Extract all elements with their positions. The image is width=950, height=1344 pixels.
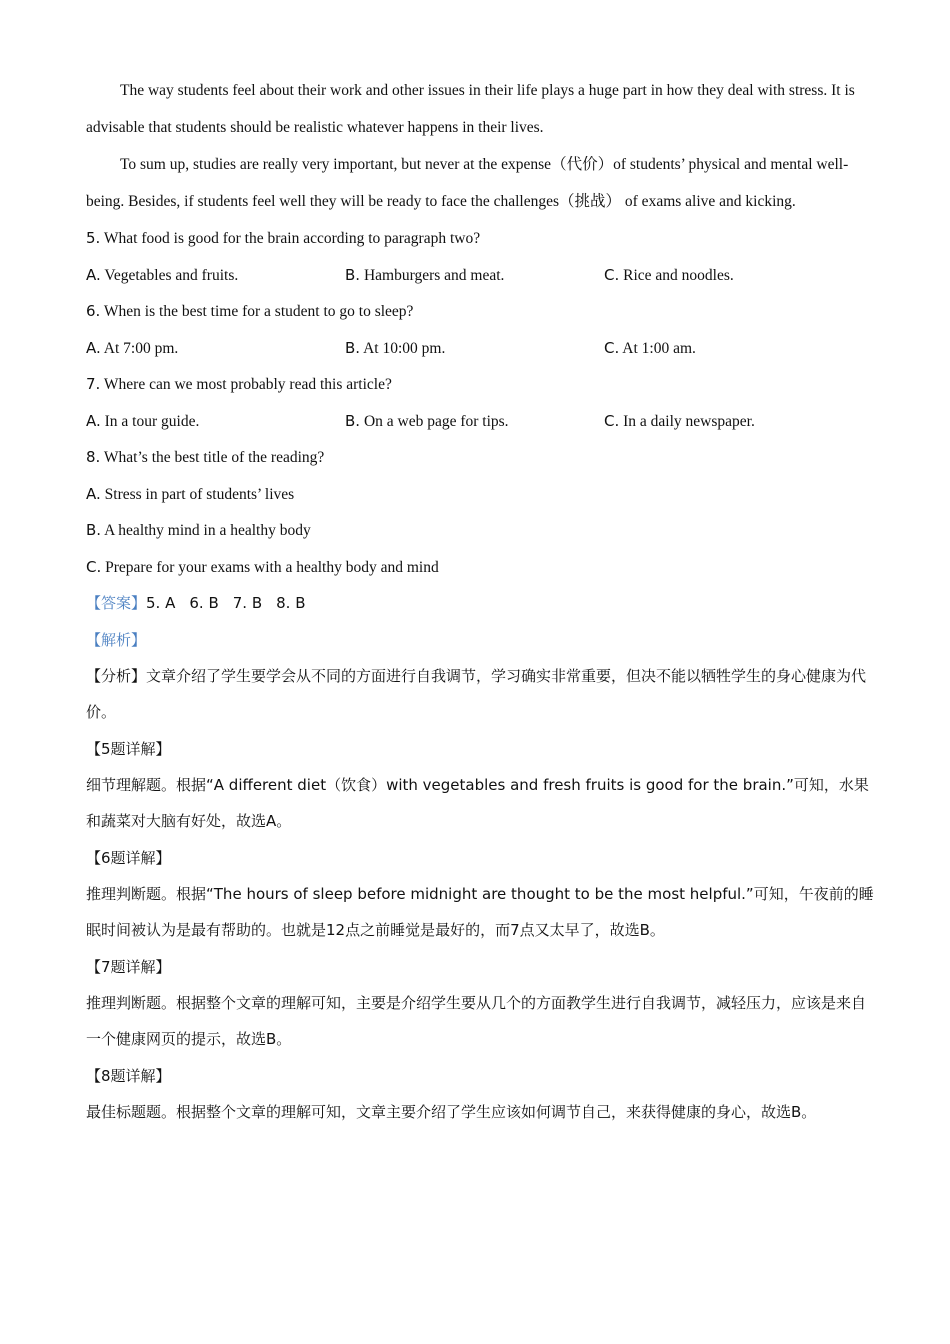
question-stem xyxy=(86,220,876,257)
option-b: B. A healthy mind in a healthy body xyxy=(86,521,311,539)
answer-item: 7. B xyxy=(232,594,263,612)
option-a: A. Vegetables and fruits. xyxy=(86,265,239,284)
question-7 xyxy=(86,366,876,439)
detail-body: 推理判断题。根据整个文章的理解可知，主要是介绍学生要从几个的方面教学生进行自我调节，减轻压力，应该是来自一个健康网页的提示，故选B。 xyxy=(86,993,867,1048)
option-row xyxy=(86,330,876,367)
option-c: C. In a daily newspaper. xyxy=(604,411,755,430)
answer-line xyxy=(86,585,876,622)
analysis-summary: 【分析】文章介绍了学生要学会从不同的方面进行自我调节，学习确实非常重要，但决不能以牺牲学生的身心健康为代价。 xyxy=(86,666,867,721)
question-5 xyxy=(86,220,876,293)
answer-item: 6. B xyxy=(189,594,219,612)
option-a: A. In a tour guide. xyxy=(86,411,200,430)
option-row xyxy=(86,257,876,294)
detail-body: 细节理解题。根据“A different diet（饮食）with vegetables and fresh fruits is good for the brain.”可知，水果和蔬菜对大脑有好处，故选A。 xyxy=(86,775,869,830)
document-page xyxy=(86,72,876,1130)
detail-heading: 【6题详解】 xyxy=(86,848,171,867)
passage-paragraph-2: To sum up, studies are really very important, but never at the expense（代价）of students’ physical and mental well-being. Besides, if students feel well they will be ready to face the challenges（挑战） of exams alive and kicking. xyxy=(86,156,849,210)
detail-heading: 【5题详解】 xyxy=(86,739,171,758)
passage-paragraph-1: The way students feel about their work and other issues in their life plays a huge part in how they deal with stress. It is advisable that students should be realistic whatever happens in their lives. xyxy=(86,82,855,136)
detail-heading: 【8题详解】 xyxy=(86,1066,171,1085)
question-text: When is the best time for a student to go to sleep? xyxy=(103,303,414,320)
detail-body: 推理判断题。根据“The hours of sleep before midnight are thought to be the most helpful.”可知，午夜前的睡眠时间被认为是最有帮助的。也就是12点之前睡觉是最好的，而7点又太早了，故选B。 xyxy=(86,884,874,939)
option-a: A. At 7:00 pm. xyxy=(86,338,179,357)
question-8 xyxy=(86,439,876,585)
question-number: 5. xyxy=(86,229,101,247)
question-number: 7. xyxy=(86,375,101,393)
option-a: A. Stress in part of students’ lives xyxy=(86,484,295,503)
option-b: B. On a web page for tips. xyxy=(345,411,509,430)
option-row xyxy=(86,403,876,440)
question-stem xyxy=(86,293,876,330)
question-stem xyxy=(86,439,876,476)
option-c: C. Rice and noodles. xyxy=(604,265,734,284)
option-b: B. Hamburgers and meat. xyxy=(345,265,505,284)
question-6 xyxy=(86,293,876,366)
question-number: 8. xyxy=(86,448,101,466)
answer-item: 5. A xyxy=(146,594,176,612)
question-text: What food is good for the brain according to paragraph two? xyxy=(103,230,481,247)
option-b: B. At 10:00 pm. xyxy=(345,338,446,357)
answer-label: 【答案】 xyxy=(86,594,147,612)
option-c: C. At 1:00 am. xyxy=(604,338,696,357)
answer-item: 8. B xyxy=(276,594,306,612)
question-text: Where can we most probably read this article? xyxy=(103,376,392,393)
detail-heading: 【7题详解】 xyxy=(86,957,171,976)
detail-body: 最佳标题题。根据整个文章的理解可知，文章主要介绍了学生应该如何调节自己，来获得健康的身心，故选B。 xyxy=(86,1102,817,1121)
question-text: What’s the best title of the reading? xyxy=(103,449,325,466)
analysis-label-line xyxy=(86,622,876,658)
question-number: 6. xyxy=(86,302,101,320)
question-stem xyxy=(86,366,876,403)
analysis-label: 【解析】 xyxy=(86,630,147,649)
option-c: C. Prepare for your exams with a healthy body and mind xyxy=(86,557,439,576)
